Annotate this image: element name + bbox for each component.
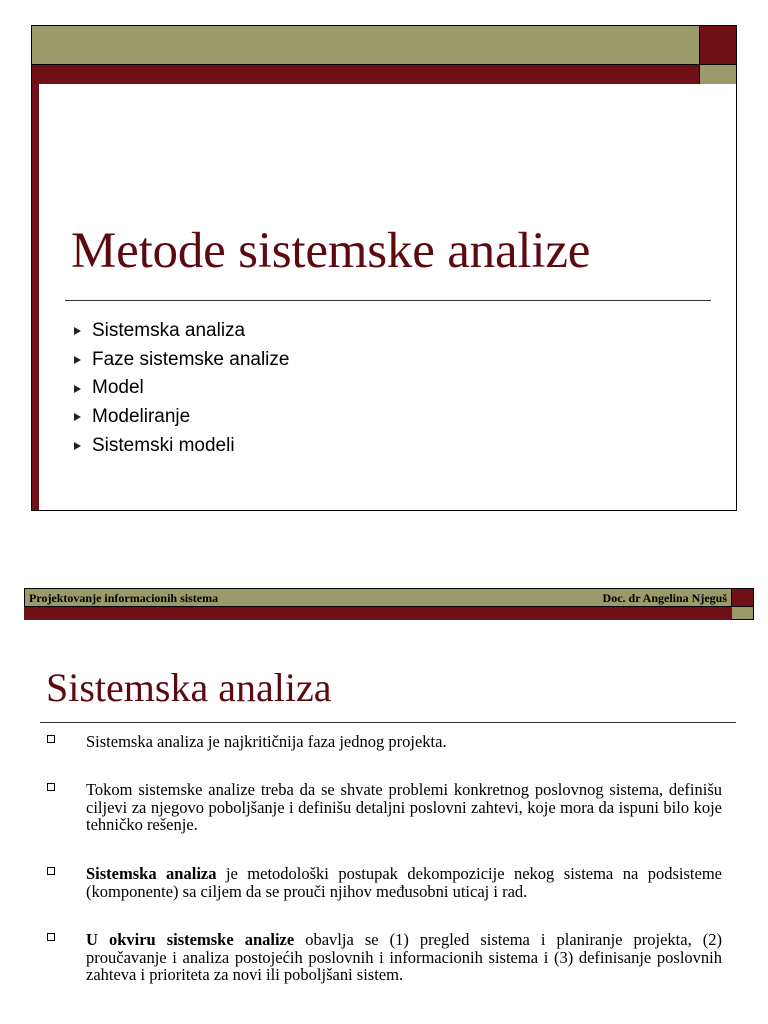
header-maroon-band: [32, 65, 699, 84]
topic-list: [74, 317, 289, 460]
square-bullet-icon: [47, 735, 55, 743]
header-maroon-band: [24, 607, 732, 620]
slide-title: Sistemska analiza: [46, 665, 332, 710]
header-maroon-square: [699, 26, 737, 64]
slide-header-bar: [24, 588, 732, 607]
header-olive-square: [699, 65, 737, 84]
arrow-bullet-icon: [74, 385, 81, 393]
title-underline: [40, 722, 736, 723]
content-list: [46, 733, 722, 984]
list-item: U okviru sistemske analize obavlja se (1) pregled sistema i planiranje projekta, (2) proučavanje i analiza postojećih poslovnih i informacionih sistema i (3) definisanje poslovnih zahteva i prioriteta za novi ili poboljšani sistem.: [46, 931, 722, 984]
list-item: Sistemska analiza: [74, 317, 289, 346]
square-bullet-icon: [47, 933, 55, 941]
left-maroon-bar: [32, 84, 39, 511]
list-item: Sistemski modeli: [74, 432, 289, 461]
square-bullet-icon: [47, 867, 55, 875]
header-olive-band: [32, 26, 699, 64]
arrow-bullet-icon: [74, 413, 81, 421]
slide-title: Metode sistemske analize: [71, 223, 591, 279]
header-olive-square: [732, 607, 754, 620]
list-item: Sistemska analiza je najkritičnija faza jednog projekta.: [46, 733, 722, 751]
course-name: Projektovanje informacionih sistema: [29, 591, 219, 605]
author-name: Doc. dr Angelina Njeguš: [602, 591, 727, 605]
header-maroon-square: [732, 588, 754, 607]
arrow-bullet-icon: [74, 356, 81, 364]
square-bullet-icon: [47, 783, 55, 791]
list-item: Tokom sistemske analize treba da se shvate problemi konkretnog poslovnog sistema, definišu ciljevi za njegovo poboljšanje i definišu detaljni poslovni zahtevi, koje mora da ispuni bilo koje tehničko rešenje.: [46, 781, 722, 834]
arrow-bullet-icon: [74, 327, 81, 335]
title-underline: [65, 300, 711, 301]
title-slide: [31, 25, 737, 511]
arrow-bullet-icon: [74, 442, 81, 450]
list-item: Model: [74, 374, 289, 403]
list-item: Modeliranje: [74, 403, 289, 432]
list-item: Sistemska analiza je metodološki postupak dekompozicije nekog sistema na podsisteme (komponente) sa ciljem da se prouči njihov međusobni uticaj i rad.: [46, 865, 722, 901]
list-item: Faze sistemske analize: [74, 346, 289, 375]
